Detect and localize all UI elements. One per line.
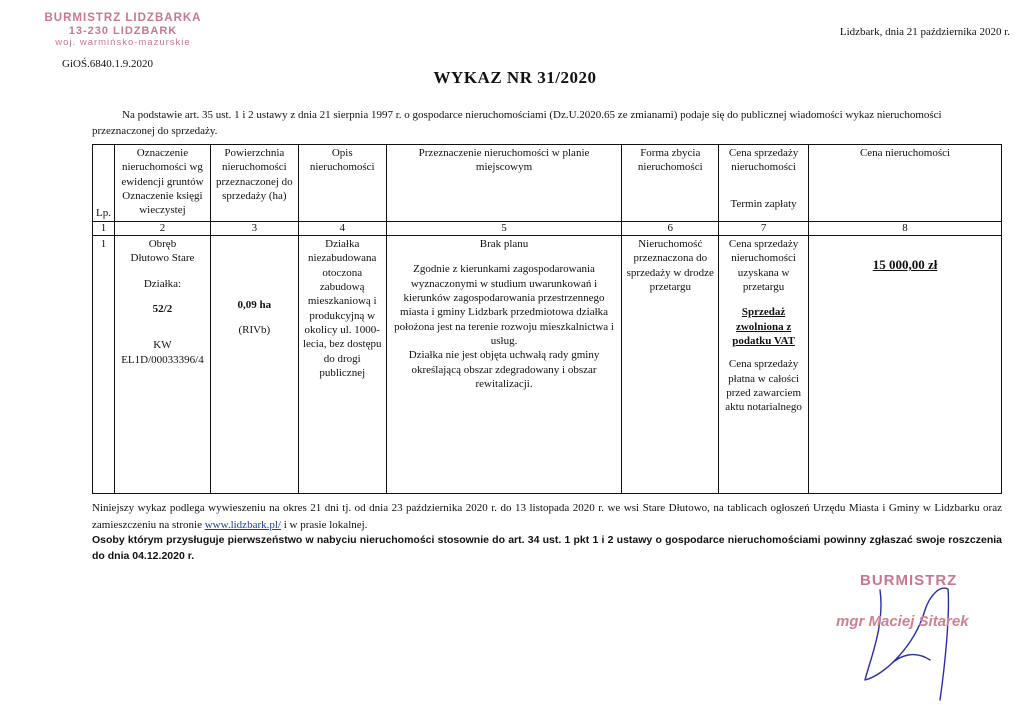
column-number: 1	[93, 222, 115, 236]
header-form: Forma zbycia nieruchomości	[622, 145, 719, 222]
sale-price-text: Cena sprzedaży nieruchomości uzyskana w przetargu	[728, 238, 799, 294]
header-lp: Lp.	[93, 145, 115, 222]
dzialka-number: 52/2	[152, 303, 173, 316]
header-price: Cena nieruchomości	[809, 145, 1002, 222]
stamp-line-2: 13-230 LIDZBARK	[68, 25, 178, 38]
column-number: 2	[114, 222, 210, 236]
table-row	[93, 236, 1002, 494]
reference-number: GiOŚ.6840.1.9.2020	[62, 58, 154, 70]
signatory-title: BURMISTRZ	[860, 572, 958, 589]
priority-notice: Osoby którym przysługuje pierwszeństwo w nabyciu nieruchomości stosownie do art. 34 ust. 1 pkt 1 i 2 ustawy o gospodarce nieruchomościami powinny zgłaszać swoje roszczenia do dnia 04.12.2020 r.	[92, 534, 1002, 562]
display-period-text-end: i w prasie lokalnej.	[280, 518, 368, 531]
header-payment-term: Termin zapłaty	[730, 197, 797, 210]
display-period-text: Niniejszy wykaz podlega wywieszeniu na okres 21 dni tj. od dnia 23 października 2020 r. do 13 listopada 2020 r. we wsi Stare Dłutowo, na tablicach ogłoszeń Urzędu Miasta i Gminy w Lidzbarku oraz zamieszczeniu na stronie	[92, 502, 1002, 531]
document-title: WYKAZ NR 31/2020	[433, 68, 597, 87]
column-number: 5	[386, 222, 622, 236]
office-stamp	[38, 12, 208, 49]
column-number: 8	[809, 222, 1002, 236]
kw-label: KW	[153, 339, 172, 352]
header-sale-price	[719, 145, 809, 222]
row-designation	[114, 236, 210, 494]
header-area: Powierzchnia nieruchomości przeznaczonej do sprzedaży (ha)	[210, 145, 298, 222]
place-and-date: Lidzbark, dnia 21 października 2020 r.	[839, 26, 1010, 38]
display-period-paragraph	[92, 500, 1002, 533]
column-number: 7	[719, 222, 809, 236]
row-form: Nieruchomość przeznaczona do sprzedaży w drodze przetargu	[622, 236, 719, 494]
soil-class: (RIVb)	[238, 324, 271, 337]
area-value: 0,09 ha	[237, 299, 272, 312]
vat-exempt-note: Sprzedaż zwolniona z podatku VAT	[732, 306, 795, 347]
column-number: 4	[298, 222, 386, 236]
website-link[interactable]: www.lidzbark.pl/	[204, 518, 281, 531]
row-lp: 1	[93, 236, 115, 494]
obreb-name: Dłutowo Stare	[130, 252, 195, 265]
stamp-line-1: BURMISTRZ LIDZBARKA	[44, 12, 202, 24]
column-number: 6	[622, 222, 719, 236]
header-description: Opis nieruchomości	[298, 145, 386, 222]
kw-number: EL1D/00033396/4	[121, 353, 204, 366]
footer-notice	[92, 500, 1002, 565]
column-number: 3	[210, 222, 298, 236]
price-value: 15 000,00 zł	[872, 257, 938, 273]
obreb-label: Obręb	[148, 238, 177, 251]
payment-term-text: Cena sprzedaży płatna w całości przed zawarciem aktu notarialnego	[725, 358, 802, 414]
signatory-name: mgr Maciej Sitarek	[836, 613, 969, 630]
row-price	[809, 236, 1002, 494]
table-header-row	[93, 145, 1002, 222]
intro-paragraph: Na podstawie art. 35 ust. 1 i 2 ustawy z dnia 21 sierpnia 1997 r. o gospodarce nieruchomościami (Dz.U.2020.65 ze zmianami) podaje się do publicznej wiadomości wykaz nieruchomości przeznaczonej do sprzedaży.	[92, 109, 942, 137]
row-plan	[386, 236, 622, 494]
property-table	[92, 144, 1002, 494]
plan-status: Brak planu	[479, 238, 529, 251]
header-plan: Przeznaczenie nieruchomości w planie miejscowym	[386, 145, 622, 222]
stamp-line-3: woj. warmińsko-mazurskie	[55, 36, 191, 48]
plan-revitalization-text: Działka nie jest objęta uchwałą rady gminy określającą obszar zdegradowany i obszar rewitalizacji.	[408, 349, 600, 390]
row-sale-price	[719, 236, 809, 494]
header-sale-price-label: Cena sprzedaży nieruchomości	[728, 147, 799, 174]
row-area	[210, 236, 298, 494]
dzialka-label: Działka:	[143, 277, 182, 290]
column-number-row	[93, 222, 1002, 236]
header-designation: Oznaczenie nieruchomości wg ewidencji gruntów Oznaczenie księgi wieczystej	[114, 145, 210, 222]
plan-direction-text: Zgodnie z kierunkami zagospodarowania wyznaczonymi w studium uwarunkowań i kierunków zagospodarowania przestrzennego miasta i gminy Lidzbark przedmiotowa działka położona jest na terenie rozwoju mieszkalnictwa i usług.	[394, 263, 614, 347]
row-description: Działka niezabudowana otoczona zabudową mieszkaniową i produkcyjną w okolicy ul. 1000-lecia, bez dostępu do drogi publicznej	[298, 236, 386, 494]
